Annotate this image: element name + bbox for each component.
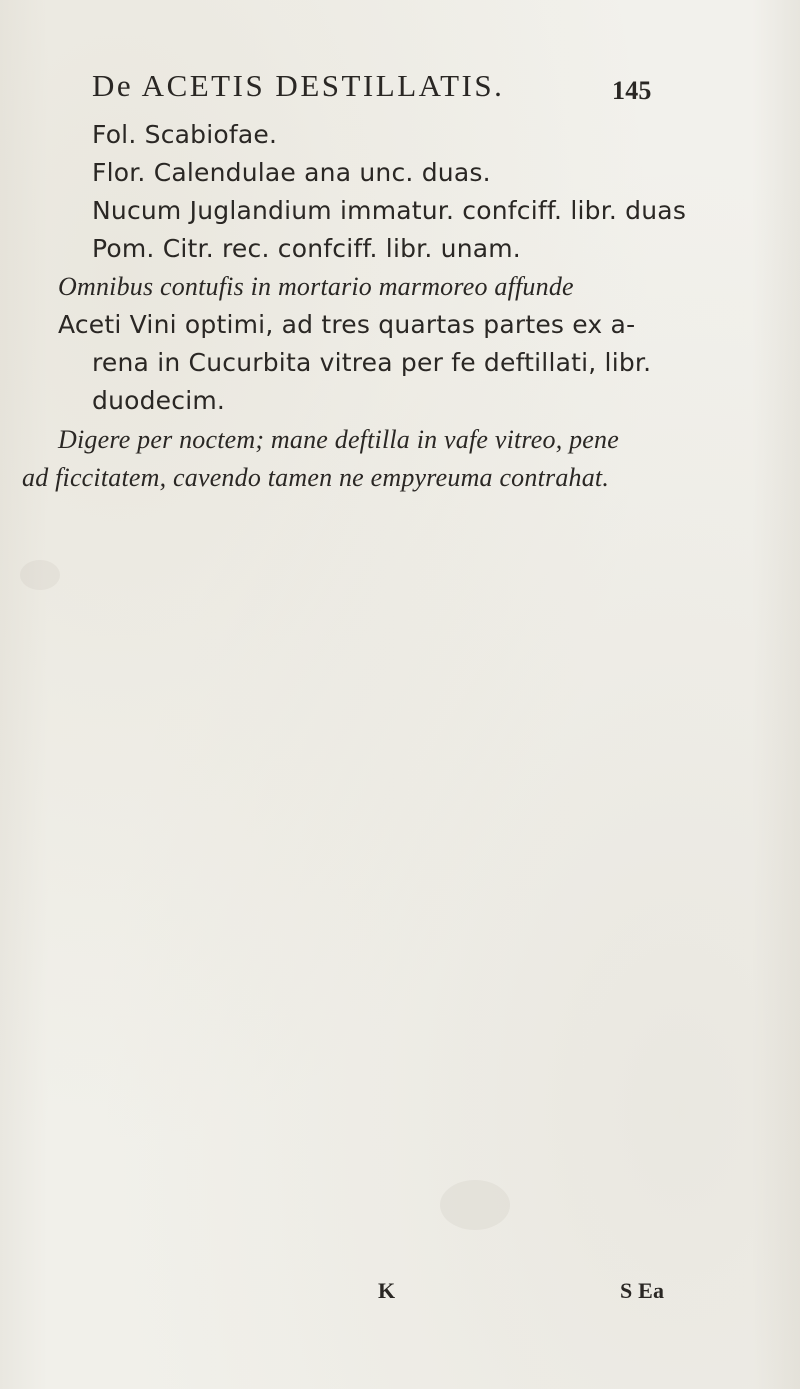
instruction-line: Omnibus contufis in mortario marmoreo affunde <box>58 272 574 301</box>
recipe-line: Flor. Calendulae ana unc. duas. <box>92 158 491 187</box>
running-head: De ACETIS DESTILLATIS. <box>92 68 505 103</box>
paper-stain <box>20 560 60 590</box>
page-number: 145 <box>612 76 652 105</box>
recipe-line: Nucum Juglandium immatur. confciff. libr. duas <box>92 196 687 225</box>
catchword: S Ea <box>620 1278 665 1303</box>
signature-mark: K <box>378 1278 396 1303</box>
instruction-line: Digere per noctem; mane deftilla in vafe vitreo, pene <box>58 425 619 454</box>
recipe-line: Aceti Vini optimi, ad tres quartas partes ex a- <box>58 310 636 339</box>
instruction-line: ad ficcitatem, cavendo tamen ne empyreuma contrahat. <box>22 463 610 492</box>
paper-stain <box>440 1180 510 1230</box>
recipe-line: duodecim. <box>92 386 226 415</box>
recipe-line: Fol. Scabiofae. <box>92 120 278 149</box>
recipe-line: Pom. Citr. rec. confciff. libr. unam. <box>92 234 521 263</box>
recipe-line: rena in Cucurbita vitrea per fe deftillati, libr. <box>92 348 652 377</box>
